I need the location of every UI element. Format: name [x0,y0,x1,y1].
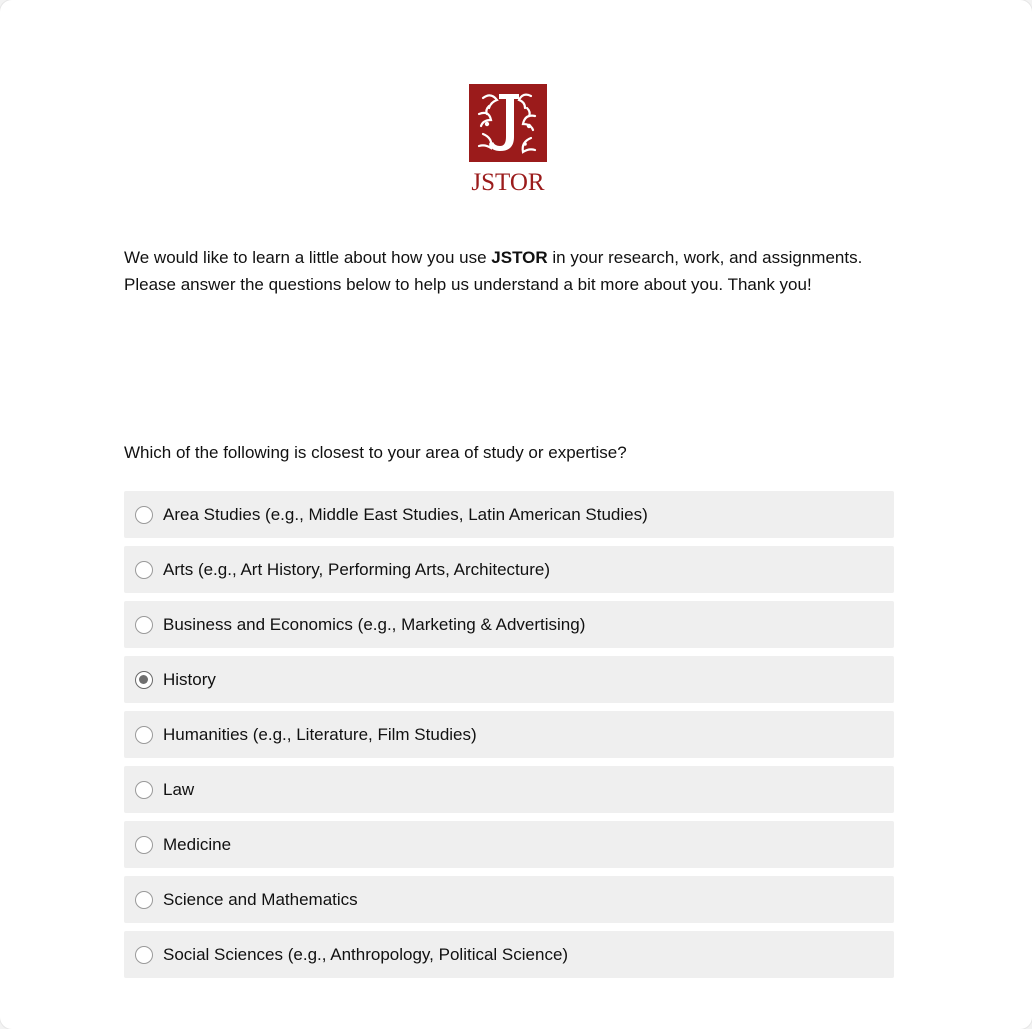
radio-button[interactable] [135,561,153,579]
intro-text-start: We would like to learn a little about how you use [124,248,492,267]
option-arts[interactable] [124,546,894,593]
radio-button[interactable] [135,506,153,524]
option-label: Arts (e.g., Art History, Performing Arts, Architecture) [163,559,551,579]
radio-button[interactable] [135,946,153,964]
option-label: Humanities (e.g., Literature, Film Studies) [163,724,477,744]
intro-text-end: in your research, work, and assignments. Please answer the questions below to help us understand a bit more about you. Thank you! [124,248,863,294]
option-label: Medicine [163,834,232,854]
option-science-mathematics[interactable] [124,876,894,923]
option-label: Business and Economics (e.g., Marketing & Advertising) [163,614,586,634]
option-area-studies[interactable] [124,491,894,538]
radio-button[interactable] [135,781,153,799]
option-label: Area Studies (e.g., Middle East Studies, Latin American Studies) [163,504,648,524]
option-law[interactable] [124,766,894,813]
option-social-sciences[interactable] [124,931,894,978]
radio-button[interactable] [135,891,153,909]
intro-text [124,244,894,298]
jstor-logo [466,84,550,196]
radio-button[interactable] [135,726,153,744]
option-business-economics[interactable] [124,601,894,648]
option-medicine[interactable] [124,821,894,868]
option-humanities[interactable] [124,711,894,758]
option-label: Science and Mathematics [163,889,358,909]
jstor-wordmark: JSTOR [471,169,545,196]
option-label: Social Sciences (e.g., Anthropology, Political Science) [163,944,569,964]
intro-brand-emphasis: JSTOR [491,248,548,267]
radio-button[interactable] [135,616,153,634]
option-history[interactable] [124,656,894,703]
radio-button[interactable] [135,836,153,854]
option-label: Law [163,779,195,799]
answer-options [124,491,894,986]
jstor-emblem-icon [469,84,547,162]
radio-button[interactable] [135,671,153,689]
option-label: History [163,669,216,689]
question-text: Which of the following is closest to your area of study or expertise? [124,443,627,462]
